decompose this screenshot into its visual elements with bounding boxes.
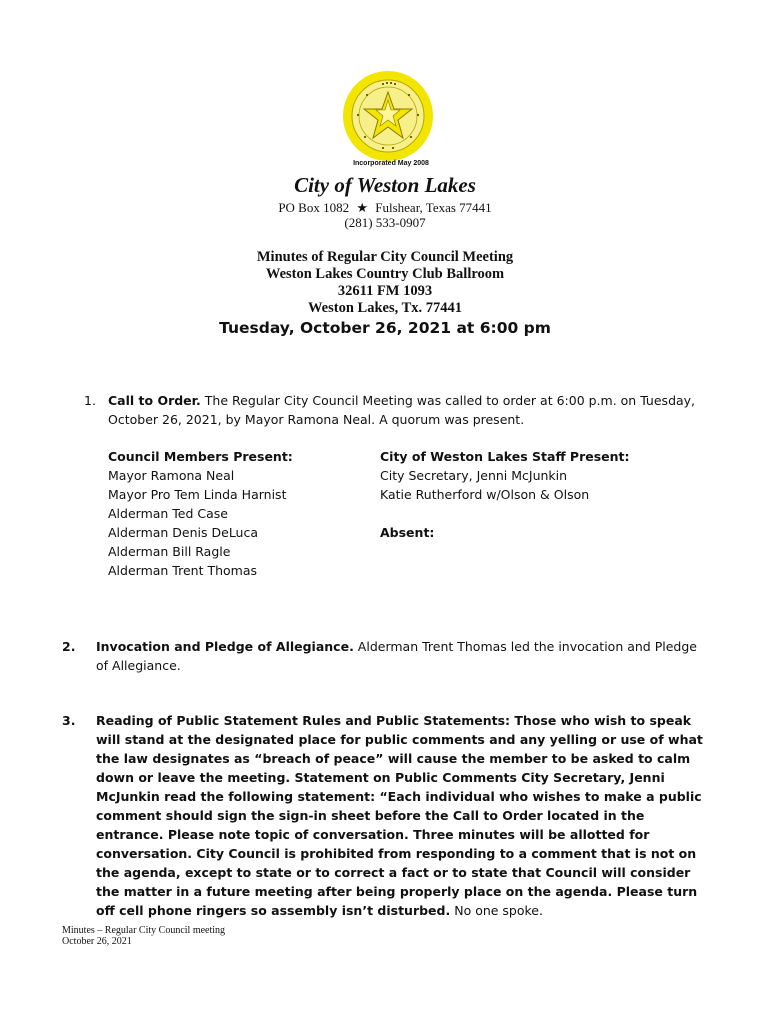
item-text: Alderman Trent Thomas led the invocation and Pledge of Allegiance. <box>96 639 697 673</box>
item-text: No one spoke. <box>454 903 543 918</box>
list-item: Alderman Trent Thomas <box>108 563 258 578</box>
absent-heading: Absent: <box>380 525 435 540</box>
item-number: 1. <box>84 393 96 408</box>
staff-heading: City of Weston Lakes Staff Present: <box>380 449 630 464</box>
address-block <box>0 200 770 230</box>
item-title: Invocation and Pledge of Allegiance. <box>96 639 354 654</box>
item-number: 3. <box>62 713 76 728</box>
council-members-list <box>108 447 348 580</box>
council-heading: Council Members Present: <box>108 449 293 464</box>
location-line-3: Weston Lakes, Tx. 77441 <box>307 300 463 316</box>
item-body <box>96 637 708 675</box>
star-icon: ★ <box>356 200 369 215</box>
page-footer <box>62 925 225 947</box>
list-item: Alderman Denis DeLuca <box>108 525 259 540</box>
meeting-heading <box>0 249 770 317</box>
list-item: City Secretary, Jenni McJunkin <box>380 468 568 483</box>
item-text: The Regular City Council Meeting was called to order at 6:00 p.m. on Tuesday, October 26, 2021, by Mayor Ramona Neal. A quorum was present. <box>108 393 696 427</box>
list-item: Alderman Ted Case <box>108 506 229 521</box>
address-line-1 <box>0 200 770 215</box>
footer-line-2: October 26, 2021 <box>62 936 132 947</box>
po-box: PO Box 1082 <box>278 200 350 215</box>
staff-list <box>380 447 680 542</box>
list-item: Mayor Pro Tem Linda Harnist <box>108 487 287 502</box>
item-body <box>96 711 708 920</box>
list-item: Alderman Bill Ragle <box>108 544 231 559</box>
list-item: Mayor Ramona Neal <box>108 468 235 483</box>
city-seal-logo <box>342 70 434 162</box>
city-name-title: City of Weston Lakes <box>294 173 476 197</box>
item-number: 2. <box>62 639 76 654</box>
meeting-title: Minutes of Regular City Council Meeting <box>256 249 514 265</box>
footer-line-1: Minutes – Regular City Council meeting <box>62 925 226 936</box>
meeting-date: Tuesday, October 26, 2021 at 6:00 pm <box>219 319 551 337</box>
location-line-2: 32611 FM 1093 <box>337 283 433 299</box>
incorporated-caption: Incorporated May 2008 <box>353 160 429 167</box>
phone-number: (281) 533-0907 <box>344 215 426 230</box>
city-state-zip: Fulshear, Texas 77441 <box>375 200 492 215</box>
item-body <box>108 391 708 429</box>
list-item: Katie Rutherford w/Olson & Olson <box>380 487 590 502</box>
item-bold-text: Reading of Public Statement Rules and Public Statements: Those who wish to speak will stand at the designated place for public comments and any yelling or use of what the law designates as “breach of peace” will cause the member to be asked to calm down or leave the meeting. Statement on Public Comments City Secretary, Jenni McJunkin read the following statement: “Each individual who wishes to make a public comment should sign the sign-in sheet before the Call to Order located in the entrance. Please note topic of conversation. Three minutes will be allotted for conversation. City Council is prohibited from responding to a comment that is not on the agenda, except to state or to correct a fact or to state that Council will consider the matter in a future meeting after being properly place on the agenda. Please turn off cell phone ringers so assembly isn’t disturbed. <box>96 713 703 918</box>
item-title: Call to Order. <box>108 393 201 408</box>
location-line-1: Weston Lakes Country Club Ballroom <box>265 266 505 282</box>
